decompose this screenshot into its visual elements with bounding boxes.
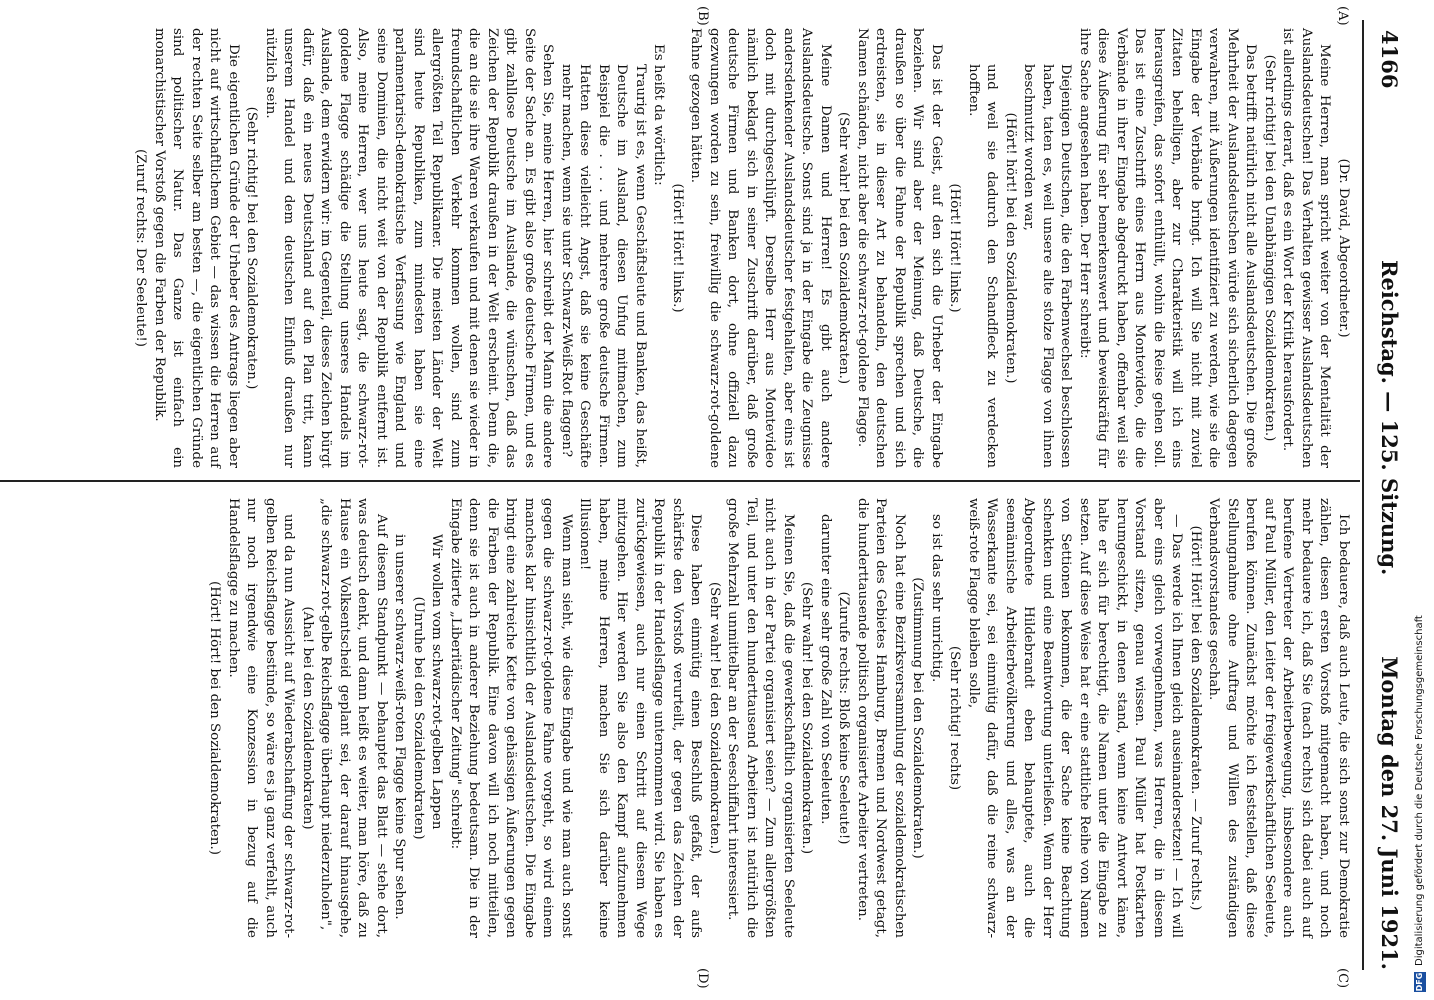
session-date: Montag den 27. Juni 1921. bbox=[1377, 656, 1402, 970]
interjection: (Zurufe rechts: Bloß keine Seeleute!) bbox=[836, 591, 852, 845]
interjection: (Hört! Hört! bei den Sozialdemokraten.) bbox=[207, 581, 223, 855]
interjection: (Zuruf rechts: Der Seeleute!) bbox=[133, 149, 149, 347]
interjection: (Unruhe bei den Sozialdemokraten) bbox=[411, 596, 426, 840]
paragraph: Die eigentlichen Gründe der Urheber des Antrags liegen aber nicht auf wirtschaftlichem Gebiet — das wissen die Herren auf der rechten Seite selber am besten —, die eigentlichen Gründe sind politischer Natur. Das Ganze ist einfach ein monarchistischer Vorstoß gegen die Farben der Republik. bbox=[152, 28, 241, 468]
paragraph: Meine Herren, man spricht weiter von der Mentalität der Auslandsdeutschen! Das Verhalten gewisser Auslandsdeutschen ist allerdings derart, daß es ein Wort der Kritik herausfordert. bbox=[1280, 28, 1333, 468]
interjection: (Sehr richtig! rechts) bbox=[947, 645, 963, 791]
quotation: Traurig ist es, wenn Geschäftsleute und Banken, das heißt, Deutsche im Ausland, diesen Unfug mitmachen, zum Beispiel die . . . . und mehrere große deutsche Firmen. Hatten diese vielleicht Angst, daß sie keine Geschäfte mehr machen, wenn sie unter Schwarz-Weiß-Rot flaggen? bbox=[559, 64, 648, 468]
paragraph: und da nun Aussicht auf Wiederabschaffung der schwarz-rot-gelben Reichsflagge bestünde, so wäre es ja ganz verfehlt, auch nur noch irgendwie eine Konzession in bezug auf die Handelsflagge zu machen. bbox=[226, 498, 297, 938]
paragraph: Noch hat eine Bezirksversammlung der sozialdemokratischen Parteien des Gebietes Hamburg, Bremen und Nordwest getagt, die hunderttausende politisch organisierte Arbeiter vertreten. bbox=[855, 498, 907, 938]
paragraph: Auf diesem Standpunkt — behauptet das Blatt — stehe dort, was deutsch denkt, und dann heißt es weiter, man höre, daß zu Hause ein Volksentscheid geplant sei, der darauf hinausgehe, „die schwarz-rot-gelbe Reichsflagge überhaupt niederzuholen", bbox=[318, 498, 389, 938]
interjection: (Hört! Hört! bei den Sozialdemokraten. — Zuruf rechts.) bbox=[1188, 525, 1203, 911]
left-column bbox=[131, 28, 1352, 468]
quotation: und weil sie dadurch den Schandfleck zu verdecken hofften. bbox=[966, 64, 1000, 468]
paragraph: Sehen Sie, meine Herren, hier schreibt der Mann die andere Seite der Sache an. Es gibt also große deutsche Firmen, und es gibt zahllose Deutsche im Auslande, die wünschen, daß das Zeichen der Republik draußen in der Welt erscheint. Denn die, die an die sie ihre Waren verkaufen und mit denen sie wieder in freundschaftlichen Verkehr kommen wollen, sind zum allergrößten Teil Republikaner. Die meisten Länder der Welt sind heute Republiken, zum mindesten haben sie eine parlamentarisch-demokratische Verfassung wie England und seine Dominien, die nicht weit von der Republik entfernt ist. Also, meine Herren, wer uns heute sagt, die schwarz-rot-goldene Flagge schädige die Stellung unseres Handels im Auslande, dem erwidern wir: im Gegenteil, dieses Zeichen bürgt dafür, daß ein neues Deutschland auf den Plan tritt, kann unserem Handel und dem deutschen Einfluß draußen nur nützlich sein. bbox=[263, 28, 556, 468]
paragraph: darunter eine sehr große Zahl von Seeleuten. bbox=[818, 514, 833, 825]
dfg-logo: DFG bbox=[1415, 972, 1424, 992]
paragraph: — Das werde ich Ihnen gleich auseinandersetzen! — Ich will aber eins gleich vorwegnehmen, was Herren, die in diesem Vorstand sitzen, genau wissen. Paul Müller hat Postkarten herumgeschickt, in denen stand, wenn keine Antwort käme, halte er sich für berechtigt, die Namen unter die Eingabe zu setzen. Auf diese Weise hat er eine stattliche Reihe von Namen von Settionen bekommen, die der Sache keine Beachtung schenkten und eine Beantwortung unterließen. Wenn der Herr Abgeordnete Hildebrandt eben behauptete, auch die seemännische Arbeiterbevölkerung und alles, was an der Wasserkante sei, sei einmütig dafür, daß die reine schwarz-weiß-rote Flagge bleiben solle, bbox=[966, 498, 1185, 938]
margin-marker-c: (C) bbox=[1335, 968, 1350, 989]
paragraph: Meine Damen und Herren! Es gibt auch andere Auslandsdeutsche. Sonst sind ja in der Eingabe die Zeugnisse andersdenkender Auslandsdeutscher festgehalten, aber eins ist doch mit durchgeschlüpft. Derselbe Herr aus Montevideo nämlich beklagt sich in seiner Zuschrift darüber, daß große deutsche Firmen und Banken dort, ohne offiziell dazu gezwungen worden zu sein, freiwillig die schwarz-rot-goldene Fahne gezogen hätten. bbox=[688, 28, 833, 468]
page-header bbox=[1366, 30, 1408, 970]
paragraph: Wenn man sieht, wie diese Eingabe und wie man auch sonst gegen die schwarz-rot-goldene Fahne vorgeht, so wird einem manches klar hinsichtlich der Auslandsdeutschen. Die Eingabe bringt eine zahlreiche Kette von gehässigen Äußerungen gegen die Farben der Republik. Eine davon will ich noch mitteilen, denn sie ist auch in anderer Beziehung bedeutsam. Die in der Eingabe zitierte „Liberitädischer Zeitung" schreibt: bbox=[448, 498, 574, 938]
margin-marker-a: (A) bbox=[1335, 6, 1350, 26]
footer-credit: Digitalisierung gefördert durch die Deutsche Forschungsgemeinschaft bbox=[1414, 615, 1425, 966]
paragraph: so ist das sehr unrichtig. bbox=[929, 514, 944, 683]
margin-marker-d: (D) bbox=[695, 968, 710, 989]
column-divider bbox=[0, 480, 1360, 482]
quotation: Wir wollen vom schwarz-rot-gelben Lappen bbox=[429, 534, 445, 830]
right-column bbox=[205, 498, 1352, 938]
paragraph: Das betrifft natürlich nicht alle Auslandsdeutschen. Die große Mehrheit der Auslandsdeutschen würde sich sicherlich dagegen verwahren, mit Äußerungen identifiziert zu werden, wie sie die Eingabe der Verbände bringt. Ich will Sie nicht mit zuviel Zitaten behelligen, aber zur Charakteristik will ich eins herausgreifen, das sofort enthüllt, wohin die Reise gehen soll. Das ist eine Zuschrift eines Herrn aus Montevideo, die die Verbände in ihrer Eingabe abgedruckt haben, offenbar weil sie diese Äußerung für sehr bemerkenswert und beweiskräftig für ihre Sache angesehen haben. Der Herr schreibt: bbox=[1077, 28, 1259, 468]
interjection: (Sehr wahr! bei den Sozialdemokraten.) bbox=[707, 581, 722, 855]
interjection: (Hört! Hört! links.) bbox=[947, 183, 963, 313]
interjection: (Sehr wahr! bei den Sozialdemokraten.) bbox=[799, 581, 815, 855]
paragraph: Meinen Sie, daß die gewerkschaftlich organisierten Seeleute nicht auch in der Partei organisiert seien? — Zum allergrößten Teil, und unter den hunderttausend Arbeitern ist natürlich die große Mehrzahl unmittelbar an der Seeschiffahrt interessiert. bbox=[725, 498, 796, 938]
margin-marker-b: (B) bbox=[695, 6, 710, 26]
interjection: (Sehr wahr! bei den Sozialdemokraten.) bbox=[836, 111, 852, 385]
header-rule bbox=[1362, 20, 1364, 970]
interjection: (Sehr richtig! bei den Unabhängigen Sozialdemokraten.) bbox=[1262, 54, 1277, 442]
paragraph: Das ist der Geist, auf den sich die Urheber der Eingabe beziehen. Wir sind aber der Meinung, daß Deutsche, die draußen so über die Fahne der Republik sprechen und sich erdreisten, sie in dieser Art zu behandeln, den deutschen Namen schänden, nicht aber die schwarz-rot-goldene Flagge. bbox=[855, 28, 944, 468]
quotation: Diejenigen Deutschen, die den Farbenwechsel beschlossen haben, taten es, weil unsere alte stolze Flagge von ihnen beschmutzt worden war, bbox=[1021, 64, 1074, 468]
interjection: (Aha! bei den Sozialdemokraten) bbox=[300, 606, 315, 830]
interjection: (Hört! Hört! links.) bbox=[670, 183, 685, 313]
quotation: in unserer schwarz-weiß-roten Flagge keine Spur sehen. bbox=[392, 534, 408, 920]
interjection: (Zustimmung bei den Sozialdemokraten.) bbox=[910, 577, 926, 859]
interjection: (Hört! hört! bei den Sozialdemokraten.) bbox=[1003, 112, 1018, 384]
paragraph: Ich bedauere, daß auch Leute, die sich sonst zur Demokratie zählen, diesen ersten Vorstoß mitgemacht haben, und noch mehr bedauere ich, daß Sie (nach rechts) sich dabei auch auf berufene Vertreter der Arbeiterbewegung, insbesondere auch auf Paul Müller, den Leiter der freigewerkschaftlichen Seeleute, berufen können. Zunächst möchte ich feststellen, daß diese Stellungnahme ohne Auftrag und Willen des zuständigen Verbandsvorstandes geschah. bbox=[1206, 498, 1351, 938]
paragraph: Es heißt da wörtlich: bbox=[651, 44, 667, 186]
paragraph: Diese haben einmütig einen Beschluß gefaßt, der aufs schärfste den Vorstoß verurteilt, der gegen das Zeichen der Republik in der Handelsflagge unternommen wird. Sie haben es zurückgewiesen, auch nur einen Schritt auf diesem Wege mitzugehen. Hier werden Sie also den Kampf aufzunehmen haben, meine Herren, machen Sie sich darüber keine Illusionen! bbox=[577, 498, 704, 938]
session-title: Reichstag. — 125. Sitzung. bbox=[1377, 260, 1402, 576]
page-footer bbox=[1414, 0, 1430, 1000]
interjection: (Sehr richtig! bei den Sozialdemokraten.) bbox=[244, 106, 260, 390]
page-number: 4166 bbox=[1377, 30, 1402, 89]
interjection: (Dr. David, Abgeordneter.) bbox=[1336, 158, 1351, 338]
